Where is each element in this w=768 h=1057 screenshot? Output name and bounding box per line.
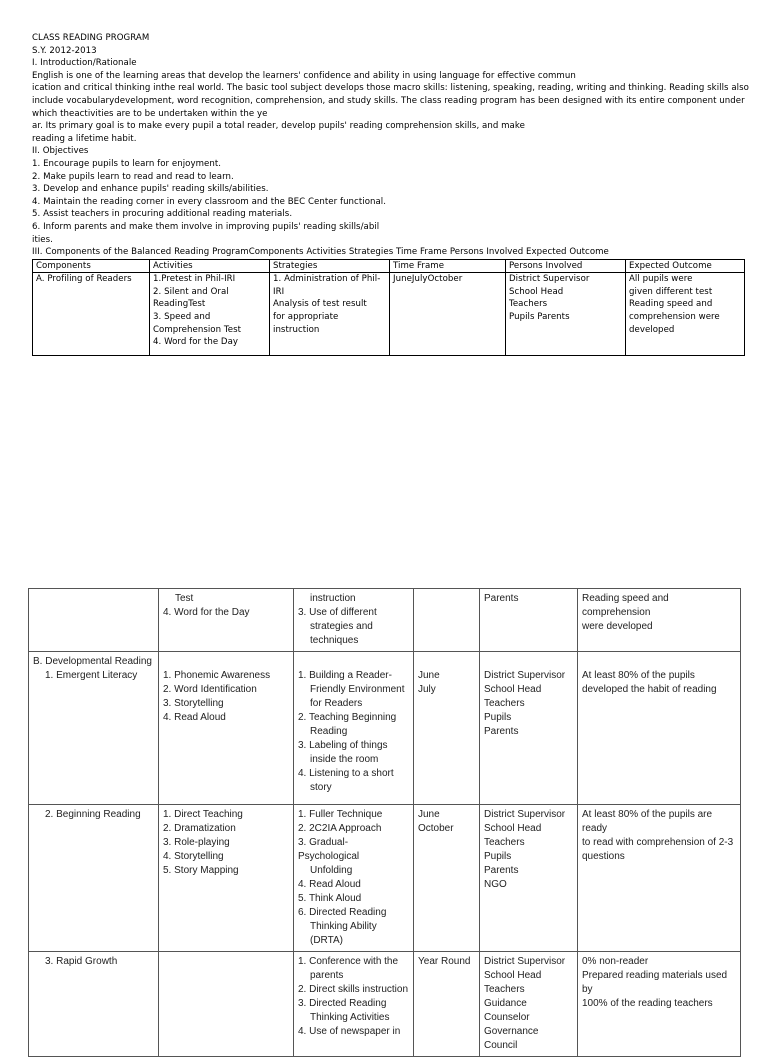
component-cell: 2. Beginning Reading [29,805,159,952]
section-heading-components: III. Components of the Balanced Reading ProgramComponents Activities Strategies Time Frame Persons Involved Expected Outcome [32,247,609,258]
outcome-cell: All pupils were given different test Reading speed and comprehension were developed [626,273,745,356]
header-cell: Strategies [270,259,390,273]
strategies-cell: 1. Administration of Phil- IRI Analysis of test result for appropriate instruction [270,273,390,356]
outcome-cell: At least 80% of the pupils developed the habit of reading [578,652,741,805]
outcome-cell: Reading speed and comprehension were developed [578,589,741,652]
section-heading-objectives: II. Objectives [32,146,89,157]
objective-item: 2. Make pupils learn to read and read to learn. [32,171,234,182]
table-row [29,805,741,952]
header-cell: Activities [150,259,270,273]
component-cell: A. Profiling of Readers [33,273,150,356]
intro-line: ication and critical thinking inthe real world. The basic tool subject develops those macro skills: listening, speaking, reading, writing and thinking. Reading skills also [32,83,749,94]
activities-cell: 1. Direct Teaching 2. Dramatization 3. Role-playing 4. Storytelling 5. Story Mapping [159,805,294,952]
objective-item: 6. Inform parents and make them involve in improving pupils' reading skills/abil [32,221,380,232]
header-cell: Persons Involved [506,259,626,273]
component-cell [29,589,159,652]
header-cell: Expected Outcome [626,259,745,273]
strategies-cell: 1. Fuller Technique 2. 2C2IA Approach 3. Gradual-Psychological Unfolding 4. Read Aloud 5. Think Aloud 6. Directed Reading Thinking Ability (DRTA) [294,805,414,952]
time-frame-cell: June July [414,652,480,805]
doc-title: CLASS READING PROGRAM [32,33,150,43]
strategies-cell: instruction 3. Use of different strategies and techniques [294,589,414,652]
component-cell: 3. Rapid Growth [29,952,159,1057]
intro-line: include vocabularydevelopment, word recognition, comprehension, and study skills. The class reading program has been designed with its entire component under [32,95,745,106]
table-row [29,652,741,805]
school-year: S.Y. 2012-2013 [32,45,97,56]
objective-item: 4. Maintain the reading corner in every classroom and the BEC Center functional. [32,196,387,207]
activities-cell: Test 4. Word for the Day [159,589,294,652]
components-table-1 [32,259,745,357]
intro-line: ar. Its primary goal is to make every pupil a total reader, develop pupils' reading comprehension skills, and make [32,121,525,132]
strategies-cell: 1. Conference with the parents 2. Direct skills instruction 3. Directed Reading Thinking Activities 4. Use of newspaper in [294,952,414,1057]
intro-line: reading a lifetime habit. [32,133,137,144]
components-table-2 [28,588,741,1057]
table-row [33,273,745,356]
section-heading-intro: I. Introduction/Rationale [32,58,137,69]
intro-line: which theactivities are to be undertaken within the ye [32,108,268,119]
objective-item: 1. Encourage pupils to learn for enjoyment. [32,158,222,169]
objective-item: 3. Develop and enhance pupils' reading skills/abilities. [32,184,269,195]
header-cell: Time Frame [390,259,506,273]
persons-cell: District Supervisor School Head Teachers Pupils Parents [506,273,626,356]
document-top [32,32,749,356]
section-b-heading: B. Developmental Reading [33,656,152,667]
intro-line: English is one of the learning areas that develop the learners' confidence and ability in using language for effective commun [32,70,576,81]
strategies-cell: 1. Building a Reader- Friendly Environment for Readers 2. Teaching Beginning Reading 3. Labeling of things inside the room 4. Listening to a short story [294,652,414,805]
table-row [29,589,741,652]
time-frame-cell: JuneJulyOctober [390,273,506,356]
time-frame-cell: Year Round [414,952,480,1057]
outcome-cell: At least 80% of the pupils are ready to read with comprehension of 2-3 questions [578,805,741,952]
activities-cell: 1. Phonemic Awareness 2. Word Identification 3. Storytelling 4. Read Aloud [159,652,294,805]
persons-cell: District Supervisor School Head Teachers Pupils Parents [480,652,578,805]
persons-cell: District Supervisor School Head Teachers Guidance Counselor Governance Council [480,952,578,1057]
persons-cell: Parents [480,589,578,652]
activities-cell: 1.Pretest in Phil-IRI 2. Silent and Oral ReadingTest 3. Speed and Comprehension Test 4. Word for the Day [150,273,270,356]
persons-cell: District Supervisor School Head Teachers Pupils Parents NGO [480,805,578,952]
time-frame-cell: June October [414,805,480,952]
objective-item: 5. Assist teachers in procuring additional reading materials. [32,209,293,220]
activities-cell [159,952,294,1057]
table-row [29,952,741,1057]
outcome-cell: 0% non-reader Prepared reading materials used by 100% of the reading teachers [578,952,741,1057]
time-frame-cell [414,589,480,652]
component-cell: B. Developmental Reading 1. Emergent Literacy [29,652,159,805]
objective-item: ities. [32,234,53,245]
header-cell: Components [33,259,150,273]
table-header-row [33,259,745,273]
